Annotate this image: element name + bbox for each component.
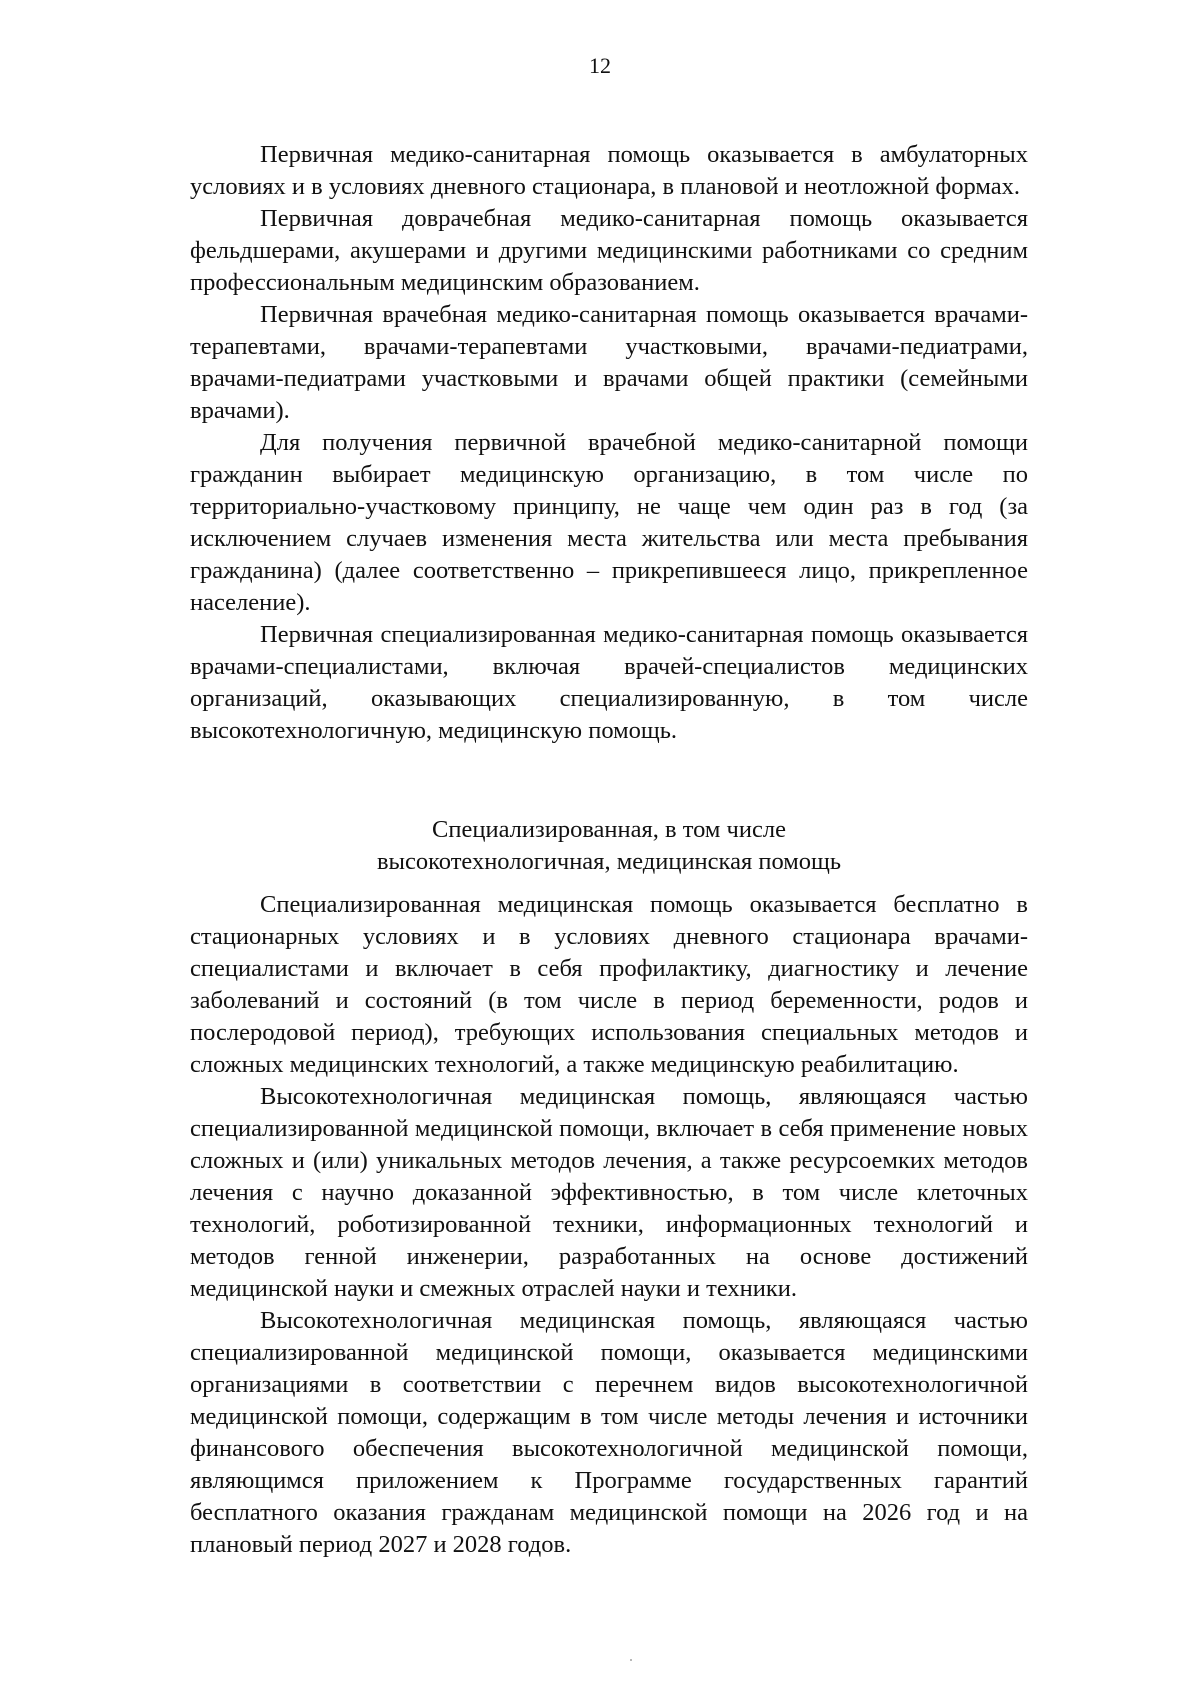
paragraph-specialized-primary-care: Первичная специализированная медико-санитарная помощь оказывается врачами-специалистами, включая врачей-специалистов медицинских организаций, оказывающих специализированную, в том числе высокотехнологичную, медицинскую помощь. [190, 621, 1028, 744]
paragraph-high-tech-care-definition: Высокотехнологичная медицинская помощь, являющаяся частью специализированной медицинской помощи, включает в себя применение новых сложных и (или) уникальных методов лечения, а также ресурсоемких методов лечения с научно доказанной эффективностью, в том числе клеточных технологий, роботизированной техники, информационных технологий и методов генной инженерии, разработанных на основе достижений медицинской науки и смежных отраслей науки и техники. [190, 1083, 1028, 1302]
paragraph-physician-care: Первичная врачебная медико-санитарная помощь оказывается врачами-терапевтами, врачами-терапевтами участковыми, врачами-педиатрами, врачами-педиатрами участковыми и врачами общей практики (семейными врачами). [190, 301, 1028, 424]
section-heading-line-1: Специализированная, в том числе [432, 816, 786, 843]
section-heading-line-2: высокотехнологичная, медицинская помощь [376, 848, 842, 875]
section-heading [190, 814, 1028, 878]
paragraph-specialized-care: Специализированная медицинская помощь оказывается бесплатно в стационарных условиях и в условиях дневного стационара врачами-специалистами и включает в себя профилактику, диагностику и лечение заболеваний и состояний (в том числе в период беременности, родов и послеродовой период), требующих использования специальных методов и сложных медицинских технологий, а также медицинскую реабилитацию. [190, 891, 1028, 1078]
paragraph-high-tech-care-provision: Высокотехнологичная медицинская помощь, являющаяся частью специализированной медицинской помощи, оказывается медицинскими организациями в соответствии с перечнем видов высокотехнологичной медицинской помощи, содержащим в том числе методы лечения и источники финансового обеспечения высокотехнологичной медицинской помощи, являющимся приложением к Программе государственных гарантий бесплатного оказания гражданам медицинской помощи на 2026 год и на плановый период 2027 и 2028 годов. [190, 1307, 1028, 1558]
scan-artifact [630, 1659, 632, 1661]
paragraph-primary-care: Первичная медико-санитарная помощь оказывается в амбулаторных условиях и в условиях дневного стационара, в плановой и неотложной формах. [190, 141, 1028, 200]
paragraph-pre-medical-care: Первичная доврачебная медико-санитарная помощь оказывается фельдшерами, акушерами и другими медицинскими работниками со средним профессиональным медицинским образованием. [190, 205, 1028, 296]
body-text-after-heading [190, 889, 1028, 1561]
paragraph-organization-choice: Для получения первичной врачебной медико-санитарной помощи гражданин выбирает медицинскую организацию, в том числе по территориально-участковому принципу, не чаще чем один раз в год (за исключением случаев изменения места жительства или места пребывания гражданина) (далее соответственно – прикрепившееся лицо, прикрепленное население). [190, 429, 1028, 616]
body-text-before-heading [190, 139, 1028, 747]
page-number: 12 [589, 53, 611, 78]
